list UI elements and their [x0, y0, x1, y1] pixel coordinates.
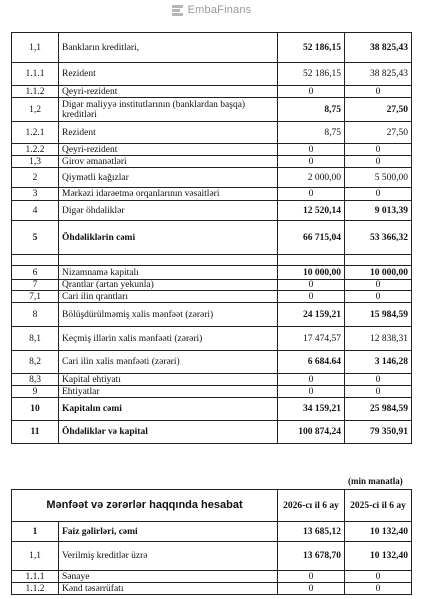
row-number: 9: [12, 386, 59, 398]
table-row: [12, 303, 412, 327]
value-current: 6 684.64: [278, 351, 345, 374]
spacer-cell: [278, 255, 345, 266]
row-label: Keçmiş illərin xalis mənfəəti (zərəri): [59, 327, 278, 351]
table-row: [12, 221, 412, 255]
row-label: Verilmiş kreditlər üzrə: [59, 542, 278, 571]
table-row: [12, 33, 412, 63]
value-current: 0: [278, 583, 345, 595]
row-number: 7,1: [12, 291, 59, 303]
value-current: 0: [278, 571, 345, 583]
row-number: 1.2.1: [12, 122, 59, 144]
table-row: [12, 327, 412, 351]
value-current: 0: [278, 386, 345, 398]
row-label: Kənd təsərrüfatı: [59, 583, 278, 595]
value-current: 8,75: [278, 98, 345, 122]
table-row: [12, 374, 412, 386]
table-row: [12, 266, 412, 280]
table-row: [12, 571, 412, 583]
value-previous: 25 984,59: [345, 398, 412, 421]
row-label: Bankların kreditləri,: [59, 33, 278, 63]
table-row: [12, 421, 412, 444]
brand-name: EmbaFinans: [187, 4, 252, 16]
value-previous: 0: [345, 86, 412, 98]
value-previous: 0: [345, 280, 412, 291]
row-label: Cari ilin xalis mənfəəti (zərəri): [59, 351, 278, 374]
row-number: 8,1: [12, 327, 59, 351]
row-number: 8: [12, 303, 59, 327]
value-previous: 10 132,40: [345, 542, 412, 571]
value-current: 0: [278, 280, 345, 291]
value-current: 66 715,04: [278, 221, 345, 255]
value-current: 52 186,15: [278, 63, 345, 86]
value-previous: 79 350,91: [345, 421, 412, 444]
row-number: 1.1.1: [12, 571, 59, 583]
row-label: Digər öhdəliklər: [59, 201, 278, 221]
row-label: Qiymətli kağızlar: [59, 168, 278, 188]
value-previous: 0: [345, 144, 412, 156]
value-current: 2 000,00: [278, 168, 345, 188]
table-row: [12, 156, 412, 168]
row-number: 6: [12, 266, 59, 280]
table-row: [12, 201, 412, 221]
value-current: 17 474,57: [278, 327, 345, 351]
row-label: Rezident: [59, 122, 278, 144]
value-current: 12 520,14: [278, 201, 345, 221]
spacer-cell: [12, 255, 59, 266]
table-row: [12, 86, 412, 98]
row-label: Kapital ehtiyatı: [59, 374, 278, 386]
row-label: Nizamnamə kapitalı: [59, 266, 278, 280]
row-number: 2: [12, 168, 59, 188]
value-previous: 0: [345, 583, 412, 595]
row-number: 1,3: [12, 156, 59, 168]
page-header: [0, 0, 423, 20]
value-current: 0: [278, 374, 345, 386]
value-current: 52 186,15: [278, 33, 345, 63]
row-number: 1: [12, 522, 59, 542]
value-current: 0: [278, 291, 345, 303]
table-row: [12, 122, 412, 144]
row-label: Digər maliyyə institutlarının (banklardan başqa) kreditləri: [59, 98, 278, 122]
value-current: 10 000,00: [278, 266, 345, 280]
table-row: [12, 386, 412, 398]
table-row: [12, 168, 412, 188]
column-header-2025: 2025-ci il 6 ay: [345, 490, 412, 522]
row-number: 11: [12, 421, 59, 444]
value-previous: 12 838,31: [345, 327, 412, 351]
value-current: 13 685,12: [278, 522, 345, 542]
table-row: [12, 291, 412, 303]
spacer-cell: [345, 255, 412, 266]
value-previous: 27,50: [345, 122, 412, 144]
row-number: 1.1.2: [12, 86, 59, 98]
row-label: Öhdəliklər və kapital: [59, 421, 278, 444]
row-number: 1.2.2: [12, 144, 59, 156]
row-number: 1,2: [12, 98, 59, 122]
value-previous: 9 013,39: [345, 201, 412, 221]
value-previous: 10 000,00: [345, 266, 412, 280]
row-number: 8,2: [12, 351, 59, 374]
row-number: 1.1.2: [12, 583, 59, 595]
value-current: 100 874,24: [278, 421, 345, 444]
value-current: 0: [278, 144, 345, 156]
value-previous: 0: [345, 156, 412, 168]
table-row: [12, 398, 412, 421]
row-label: Girov əmanətləri: [59, 156, 278, 168]
income-table: [11, 489, 412, 595]
row-label: Kapitalın cəmi: [59, 398, 278, 421]
row-number: 1.1.1: [12, 63, 59, 86]
value-current: 0: [278, 156, 345, 168]
row-number: 1,1: [12, 542, 59, 571]
value-previous: 0: [345, 571, 412, 583]
row-number: 5: [12, 221, 59, 255]
row-label: Mərkəzi idarəetmə orqanlarının vəsaitləri: [59, 188, 278, 201]
value-previous: 5 500,00: [345, 168, 412, 188]
value-previous: 53 366,32: [345, 221, 412, 255]
table-row: [12, 63, 412, 86]
income-header-row: [12, 490, 412, 522]
value-current: 0: [278, 188, 345, 201]
value-current: 34 159,21: [278, 398, 345, 421]
row-label: Qeyri-rezident: [59, 86, 278, 98]
row-label: Qeyri-rezident: [59, 144, 278, 156]
row-number: 7: [12, 280, 59, 291]
table-row: [12, 98, 412, 122]
embafinans-logo-icon: [172, 5, 183, 16]
value-current: 24 159,21: [278, 303, 345, 327]
value-previous: 38 825,43: [345, 33, 412, 63]
table-row: [12, 144, 412, 156]
table-row: [12, 583, 412, 595]
row-label: Cari ilin qrantları: [59, 291, 278, 303]
income-statement-title: Mənfəət və zərərlər haqqında hesabat: [12, 490, 278, 522]
spacer-row: [12, 255, 412, 266]
row-label: Bölüşdürülməmiş xalis mənfəət (zərəri): [59, 303, 278, 327]
value-previous: 10 132,40: [345, 522, 412, 542]
value-previous: 27,50: [345, 98, 412, 122]
row-label: Faiz gəlirləri, cəmi: [59, 522, 278, 542]
row-label: Rezident: [59, 63, 278, 86]
value-previous: 15 984,59: [345, 303, 412, 327]
row-number: 8,3: [12, 374, 59, 386]
row-label: Qrantlar (artan yekunla): [59, 280, 278, 291]
row-label: Öhdəliklərin cəmi: [59, 221, 278, 255]
table-row: [12, 188, 412, 201]
value-previous: 3 146,28: [345, 351, 412, 374]
table-row: [12, 522, 412, 542]
value-previous: 0: [345, 386, 412, 398]
table-row: [12, 280, 412, 291]
value-previous: 0: [345, 374, 412, 386]
value-previous: 0: [345, 291, 412, 303]
balance-table: [11, 32, 412, 444]
value-current: 13 678,70: [278, 542, 345, 571]
row-number: 1,1: [12, 33, 59, 63]
row-label: Ehtiyatlar: [59, 386, 278, 398]
column-header-2026: 2026-cı il 6 ay: [278, 490, 345, 522]
row-number: 3: [12, 188, 59, 201]
value-current: 0: [278, 86, 345, 98]
value-previous: 0: [345, 188, 412, 201]
table-row: [12, 542, 412, 571]
value-previous: 38 825,43: [345, 63, 412, 86]
value-current: 8,75: [278, 122, 345, 144]
table-row: [12, 351, 412, 374]
spacer-cell: [59, 255, 278, 266]
currency-unit-note: (min manatla): [348, 476, 403, 486]
row-number: 4: [12, 201, 59, 221]
row-label: Sənaye: [59, 571, 278, 583]
row-number: 10: [12, 398, 59, 421]
